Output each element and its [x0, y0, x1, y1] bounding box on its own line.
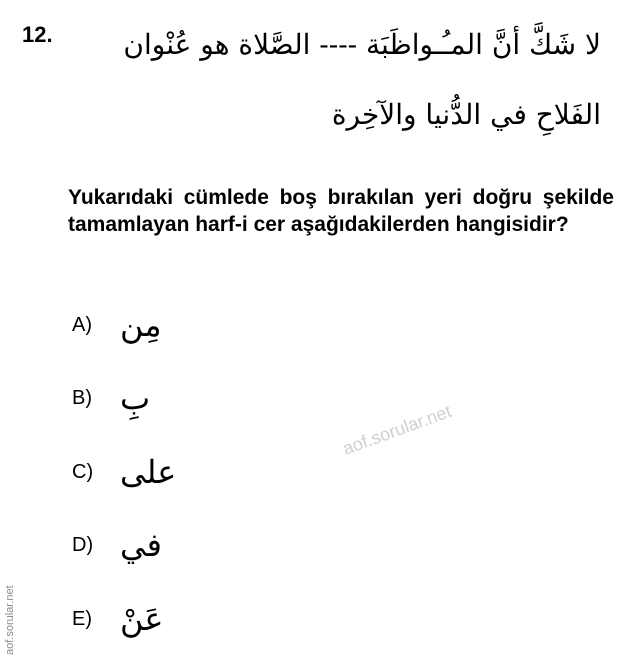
arabic-sentence-line-2: الفَلاحِ في الدُّنيا والآخِرة — [331, 98, 601, 131]
option-letter: D) — [72, 533, 94, 556]
option-a[interactable] — [72, 300, 162, 350]
option-e[interactable] — [72, 594, 163, 644]
option-letter: E) — [72, 607, 92, 630]
option-arabic: بِ — [120, 379, 151, 417]
option-letter: A) — [72, 313, 92, 336]
option-arabic: عَنْ — [120, 600, 164, 638]
option-c[interactable] — [72, 447, 176, 497]
question-number: 12. — [22, 22, 53, 47]
question-prompt: Yukarıdaki cümlede boş bırakılan yeri doğru şekilde tamamlayan harf-i cer aşağıdakilerden hangisidir? — [68, 186, 614, 236]
option-arabic: مِن — [120, 306, 162, 344]
watermark-side: aof.sorular.net — [4, 585, 16, 655]
option-b[interactable] — [72, 373, 150, 423]
option-letter: C) — [72, 460, 94, 483]
arabic-sentence-line-1: لا شَكَّ أنَّ المـُـواظَبَة ---- الصَّلاة هو عُنْوان — [123, 28, 601, 61]
option-letter: B) — [72, 386, 92, 409]
option-arabic: في — [120, 526, 162, 564]
option-arabic: على — [120, 453, 177, 491]
watermark-center: aof.sorular.net — [340, 400, 455, 459]
option-d[interactable] — [72, 520, 162, 570]
